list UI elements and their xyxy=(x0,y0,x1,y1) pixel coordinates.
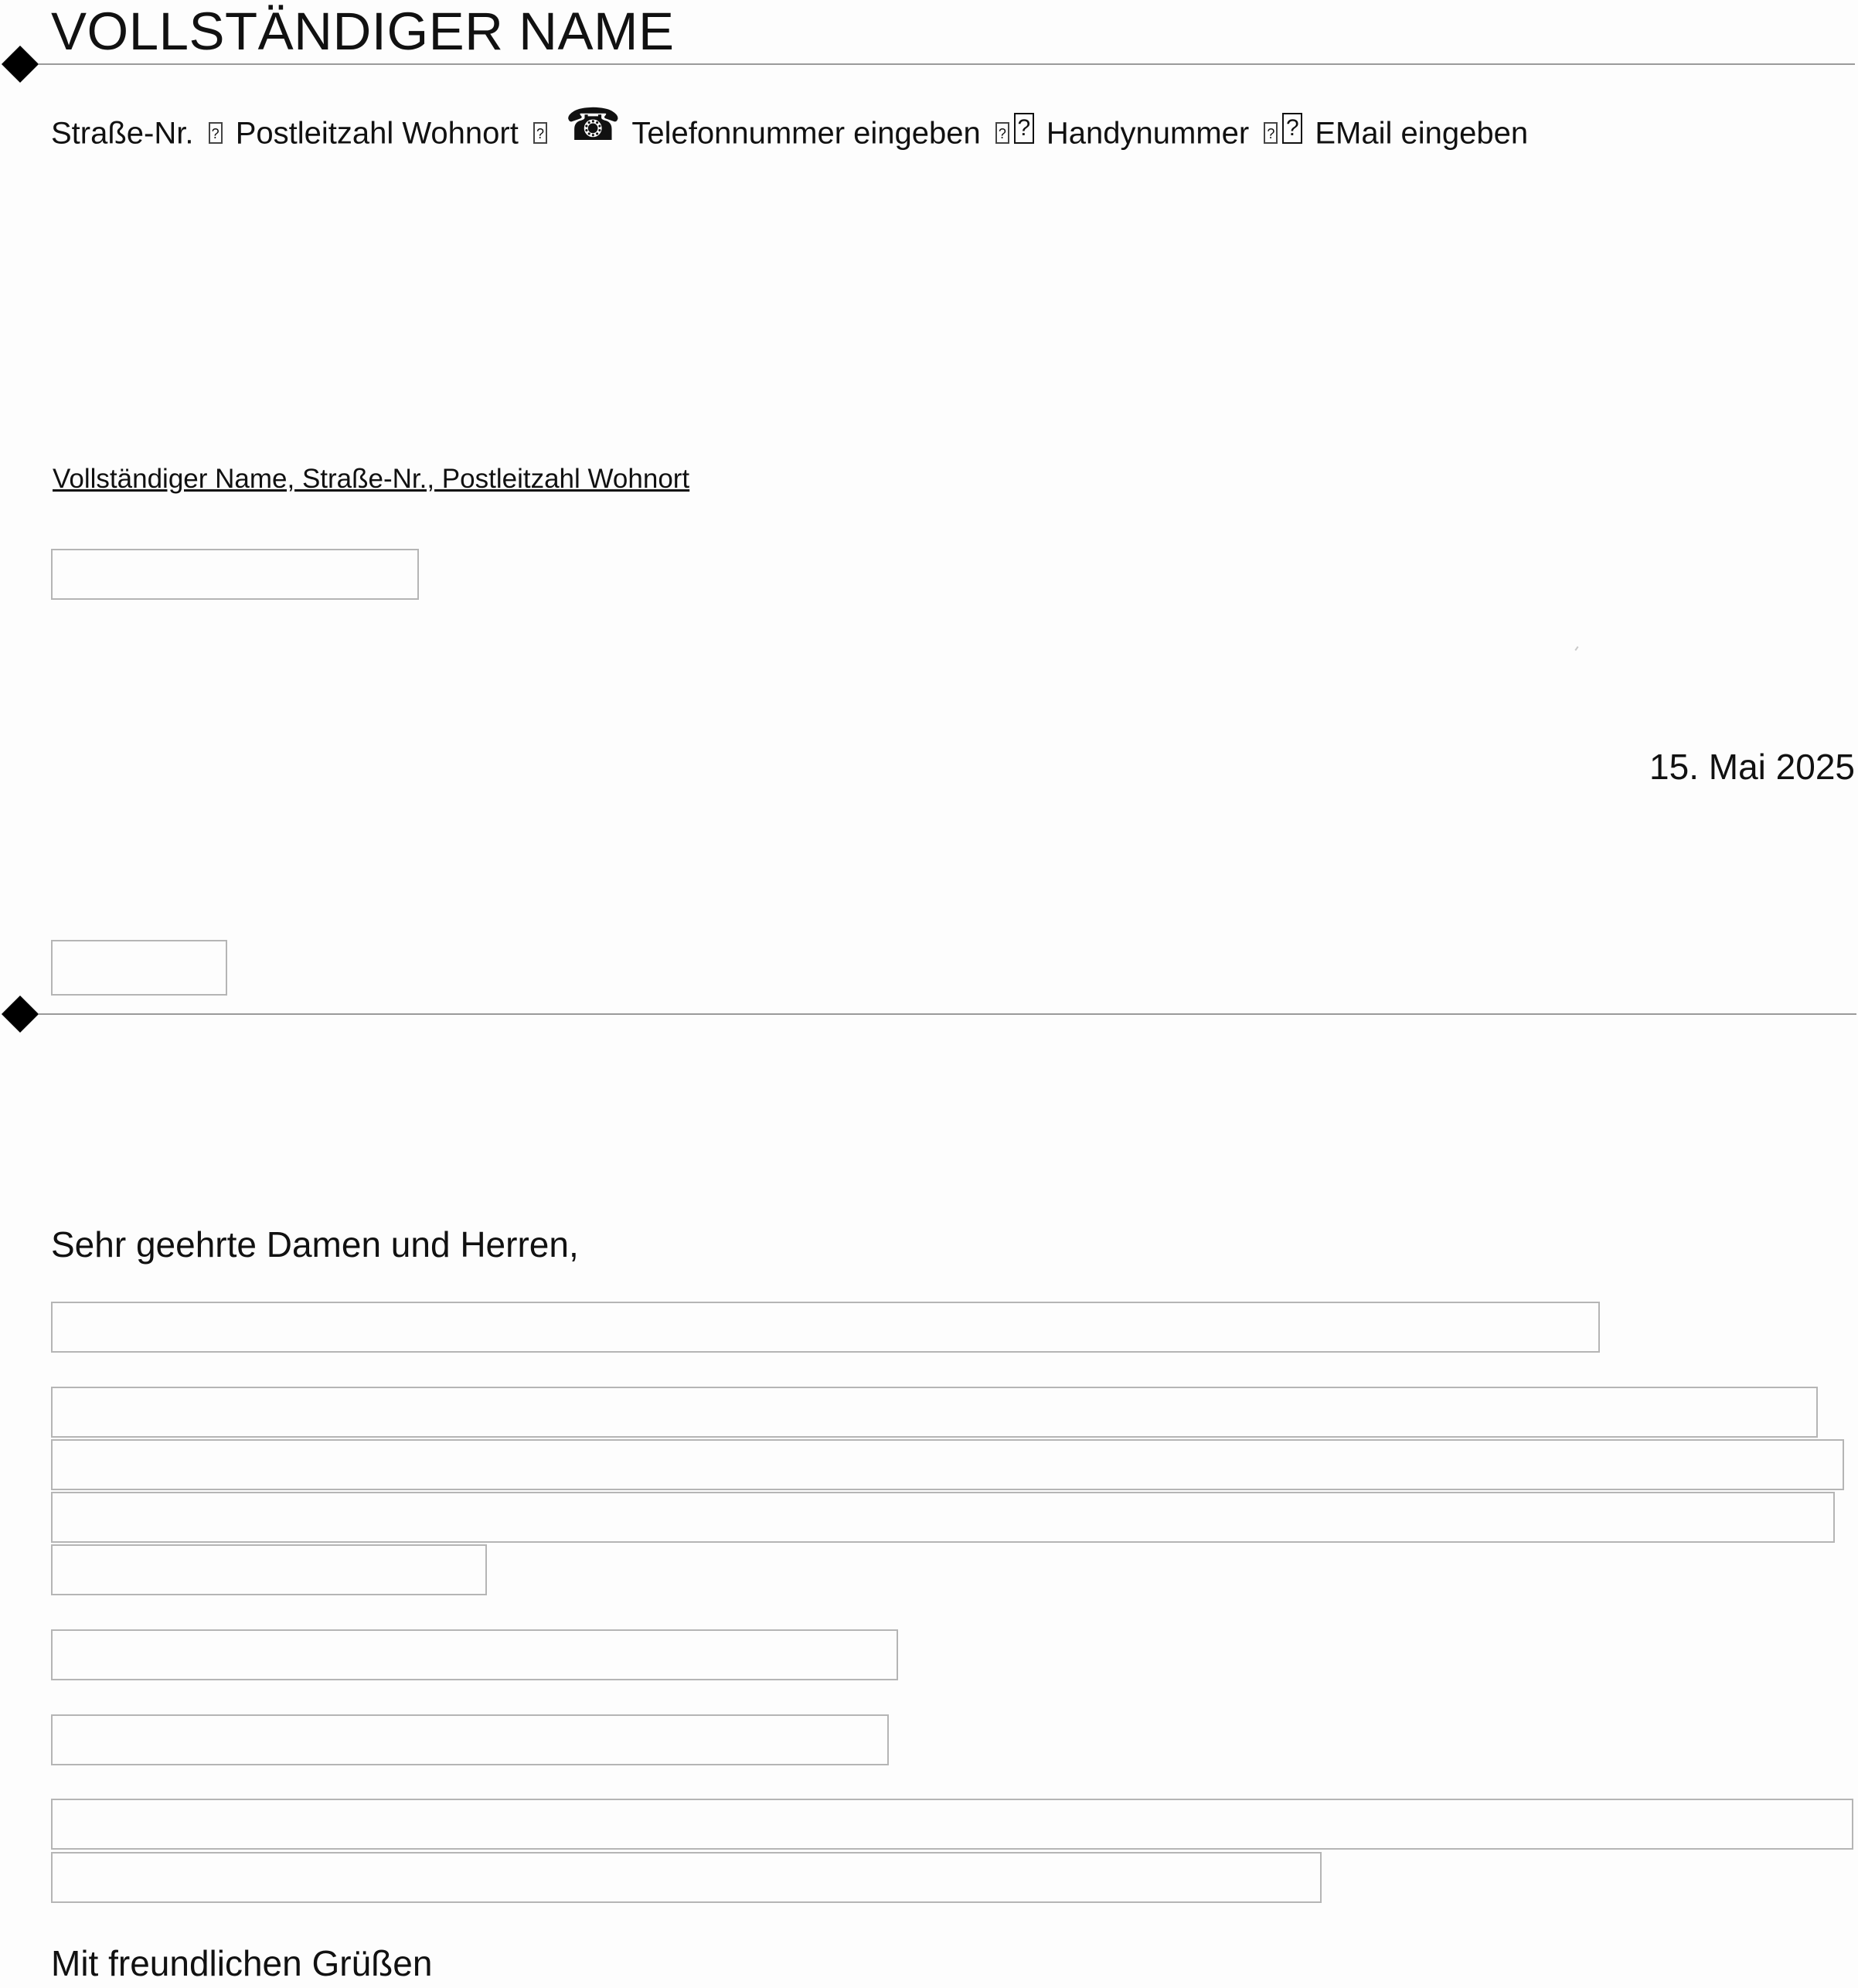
letter-date[interactable]: 15. Mai 2025 xyxy=(1649,747,1855,787)
rule-diamond-bottom-icon xyxy=(2,996,39,1033)
sender-name-heading: VOLLSTÄNDIGER NAME xyxy=(51,2,675,61)
email-text[interactable]: EMail eingeben xyxy=(1315,116,1529,151)
rule-diamond-top-icon xyxy=(2,46,39,83)
recipient-address-field[interactable] xyxy=(51,549,419,600)
email-icon: ? xyxy=(1282,113,1302,144)
body-paragraph-2-line-1-field[interactable] xyxy=(51,1387,1818,1438)
contact-line xyxy=(51,100,1529,158)
body-paragraph-5-line-2-field[interactable] xyxy=(51,1852,1322,1903)
mobile-phone-icon: ? xyxy=(1014,113,1034,144)
separator-icon: ? xyxy=(1264,122,1278,144)
street-text: Straße-Nr. xyxy=(51,116,194,151)
telephone-icon: ☎ xyxy=(565,100,621,151)
body-paragraph-2-line-3-field[interactable] xyxy=(51,1492,1835,1543)
separator-icon: ? xyxy=(209,122,223,144)
body-paragraph-2-line-4-field[interactable] xyxy=(51,1544,487,1595)
subject-field[interactable] xyxy=(51,940,227,996)
mobile-text[interactable]: Handynummer xyxy=(1046,116,1250,151)
closing: Mit freundlichen Grüßen xyxy=(51,1943,433,1983)
body-paragraph-4-field[interactable] xyxy=(51,1714,889,1765)
separator-icon: ? xyxy=(995,122,1009,144)
sender-return-address: Vollständiger Name, Straße-Nr., Postleitzahl Wohnort xyxy=(53,464,690,494)
body-paragraph-1-field[interactable] xyxy=(51,1302,1600,1353)
phone-text[interactable]: Telefonnummer eingeben xyxy=(631,116,981,151)
subject-rule xyxy=(39,1013,1856,1015)
postal-city-text: Postleitzahl Wohnort xyxy=(235,116,519,151)
header-rule xyxy=(39,63,1855,65)
separator-icon: ? xyxy=(533,122,547,144)
body-paragraph-2-line-2-field[interactable] xyxy=(51,1439,1844,1490)
salutation: Sehr geehrte Damen und Herren, xyxy=(51,1224,579,1265)
body-paragraph-5-line-1-field[interactable] xyxy=(51,1799,1853,1850)
body-paragraph-3-field[interactable] xyxy=(51,1629,898,1680)
stray-mark xyxy=(1574,646,1578,651)
